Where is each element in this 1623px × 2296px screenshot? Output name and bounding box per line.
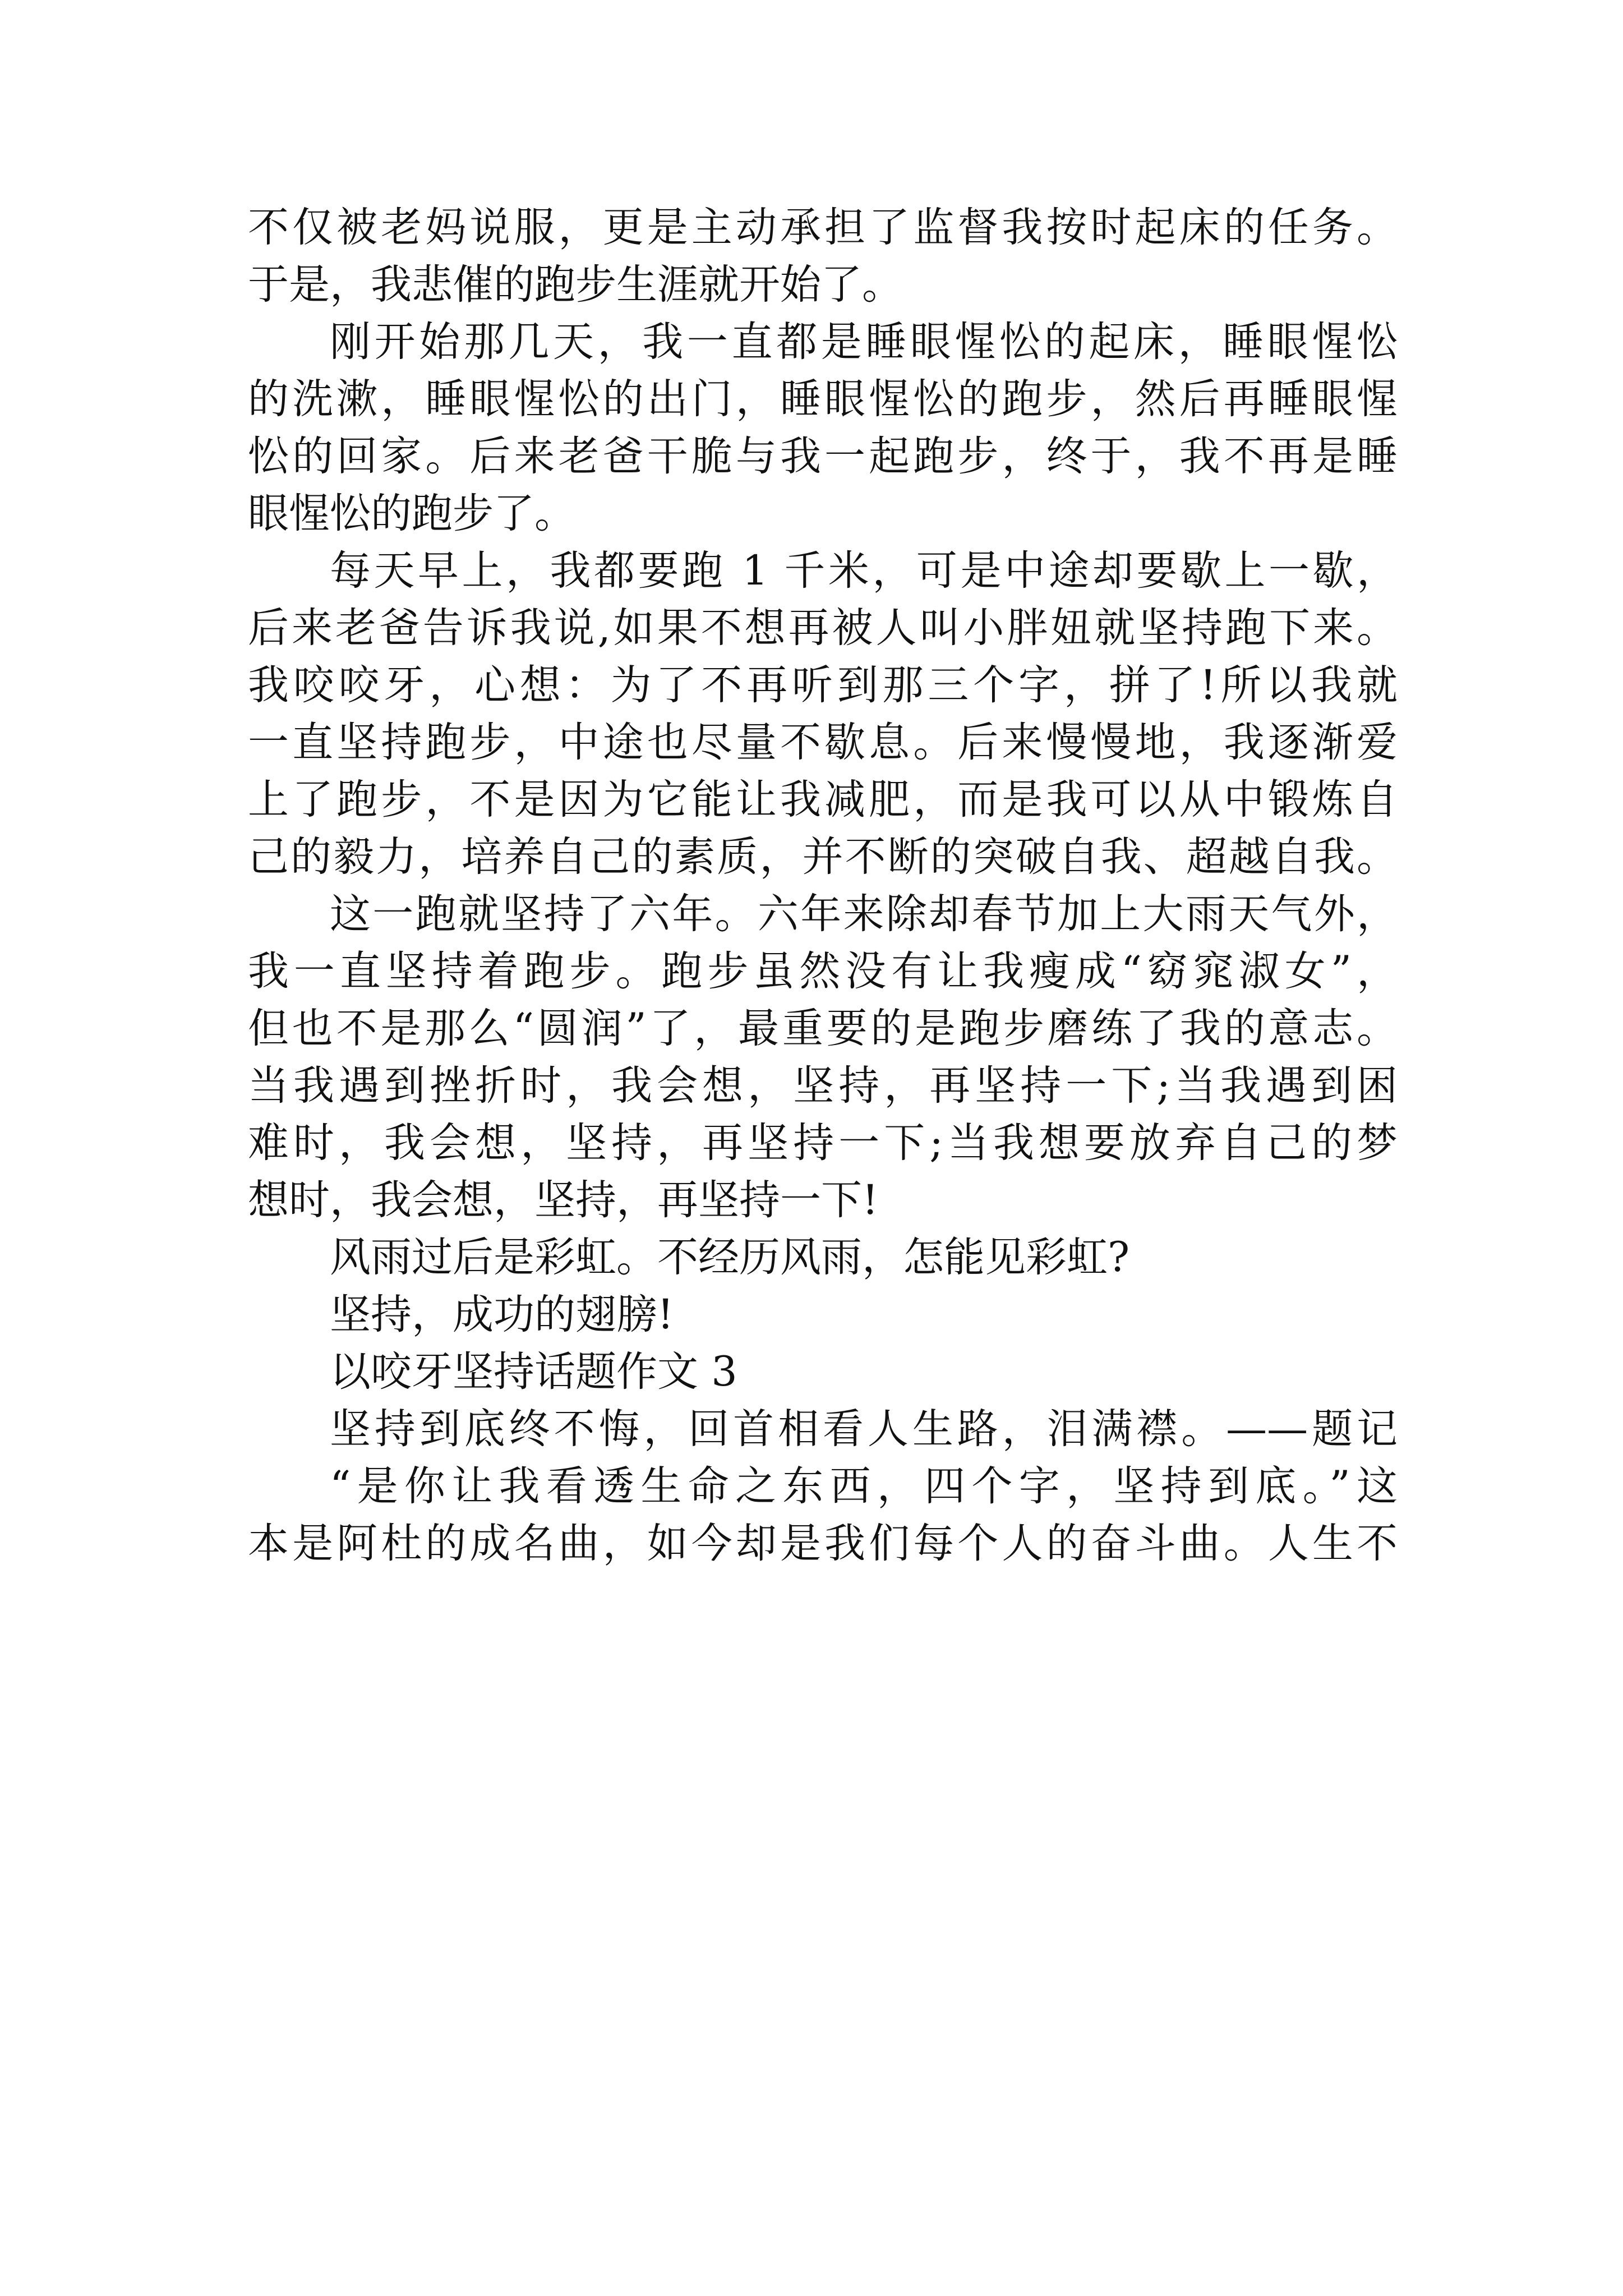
paragraph-first-line: 这一跑就坚持了六年。六年来除却春节加上大雨天气外，: [330, 890, 1398, 938]
text-line: 难时，我会想，坚持，再坚持一下;当我想要放弃自己的梦: [248, 1119, 1398, 1167]
text-line: 忪的回家。后来老爸干脆与我一起跑步，终于，我不再是睡: [248, 432, 1398, 480]
text-line: 当我遇到挫折时，我会想，坚持，再坚持一下;当我遇到困: [248, 1062, 1398, 1110]
text-line: 想时，我会想，坚持，再坚持一下!: [248, 1176, 879, 1224]
text-line: 眼惺忪的跑步了。: [248, 490, 575, 537]
text-line: 己的毅力，培养自己的素质，并不断的突破自我、超越自我。: [248, 833, 1398, 881]
document-body: [248, 199, 1398, 1572]
paragraph-first-line: 每天早上，我都要跑 1 千米，可是中途却要歇上一歇，: [330, 547, 1398, 595]
text-line: 我咬咬牙，心想：为了不再听到那三个字，拼了!所以我就: [248, 661, 1398, 709]
text-line: 但也不是那么“圆润”了，最重要的是跑步磨练了我的意志。: [248, 1005, 1398, 1052]
paragraph-first-line: “是你让我看透生命之东西，四个字，坚持到底。”这: [330, 1462, 1398, 1510]
text-line: 本是阿杜的成名曲，如今却是我们每个人的奋斗曲。人生不: [248, 1520, 1398, 1567]
epigraph-line: 坚持到底终不悔，回首相看人生路，泪满襟。——题记: [330, 1405, 1398, 1453]
text-line: 后来老爸告诉我说,如果不想再被人叫小胖妞就坚持跑下来。: [248, 604, 1398, 652]
text-line: 上了跑步，不是因为它能让我减肥，而是我可以从中锻炼自: [248, 776, 1398, 823]
text-line: 我一直坚持着跑步。跑步虽然没有让我瘦成“窈窕淑女”，: [248, 947, 1398, 995]
text-line: 不仅被老妈说服，更是主动承担了监督我按时起床的任务。: [248, 204, 1398, 251]
paragraph-line: 风雨过后是彩虹。不经历风雨，怎能见彩虹?: [330, 1234, 1130, 1281]
text-line: 一直坚持跑步，中途也尽量不歇息。后来慢慢地，我逐渐爱: [248, 719, 1398, 766]
paragraph-first-line: 刚开始那几天，我一直都是睡眼惺忪的起床，睡眼惺忪: [330, 318, 1398, 366]
paragraph-line: 坚持，成功的翅膀!: [330, 1291, 674, 1338]
section-title: 以咬牙坚持话题作文 3: [330, 1348, 737, 1396]
text-line: 于是，我悲催的跑步生涯就开始了。: [248, 261, 903, 309]
text-line: 的洗漱，睡眼惺忪的出门，睡眼惺忪的跑步，然后再睡眼惺: [248, 375, 1398, 423]
